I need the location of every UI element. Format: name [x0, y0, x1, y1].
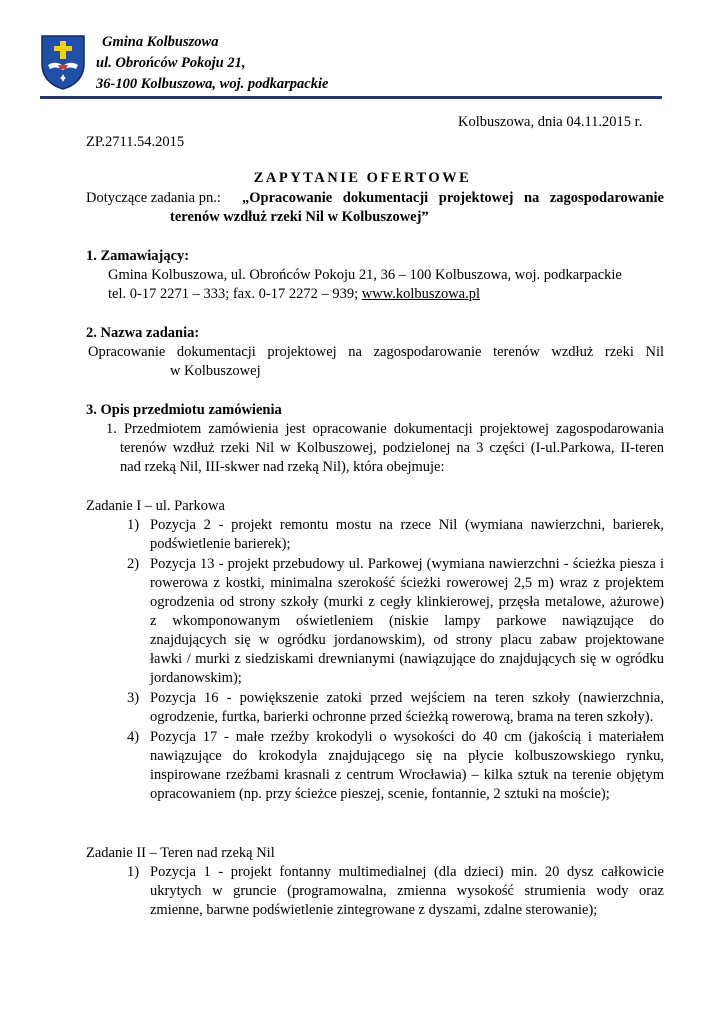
list-item-line: ławki / murki z siedziskami drewnianymi (nawiązujące do znajdujących się w ogródku	[150, 651, 664, 667]
list-item-line: z wkomponowanym oświetleniem (niskie lampy parkowe nawiązujące do	[150, 613, 664, 629]
list-item-line: rowerowa z kostki, minimalna szerokość ścieżki rowerowej 2,5 m) wraz z projektem	[150, 575, 664, 591]
list-item-line: znajdujących się w ogródku jordanowskim), od strony placu zabaw projektowane	[150, 632, 664, 648]
list-item-line: jordanowskim);	[150, 670, 242, 686]
section-3-line-2: terenów wzdłuż rzeki Nil w Kolbuszowej, podzielonej na 3 części (I-ul.Parkowa, II-teren	[120, 440, 664, 456]
letterhead-line-1: Gmina Kolbuszowa	[102, 34, 219, 50]
subject-line-2: terenów wzdłuż rzeki Nil w Kolbuszowej”	[170, 209, 429, 225]
list-item-line: Pozycja 1 - projekt fontanny multimedialnej (dla dzieci) min. 20 dysz całkowicie	[150, 864, 664, 880]
list-item-line: ogrodzenie, furtka, barierki ochronne przed ścieżką rowerową, brama na teren szkoły).	[150, 709, 654, 725]
section-1-heading: 1. Zamawiający:	[86, 248, 190, 264]
list-item-line: nawiązujące do krokodyla znajdującego się na płycie kolbuszowskiego rynku,	[150, 748, 664, 764]
coat-of-arms-icon	[40, 34, 86, 90]
list-item-line: podświetlenie barierek);	[150, 536, 291, 552]
zadanie-1-heading: Zadanie I – ul. Parkowa	[86, 498, 225, 514]
list-item-line: ogrodzenia od strony szkoły (murki z cegły klinkierowej, przęsła metalowe, ażurowe)	[150, 594, 664, 610]
letterhead-line-3: 36-100 Kolbuszowa, woj. podkarpackie	[96, 76, 329, 92]
zadanie-2-heading: Zadanie II – Teren nad rzeką Nil	[86, 845, 275, 861]
header-divider	[40, 96, 662, 99]
subject-prefix: Dotyczące zadania pn.:	[86, 190, 221, 206]
list-item-line: Pozycja 2 - projekt remontu mostu na rzece Nil (wymiana nawierzchni, barierek,	[150, 517, 664, 533]
list-item-line: zmienne, barwne podświetlenie zintegrowane z dyszami, zdalne sterowanie);	[150, 902, 598, 918]
list-item-line: opracowaniem (np. przy ścieżce pieszej, scenie, fontannie, 2 sztuki na moście);	[150, 786, 610, 802]
subject-line-1: „Opracowanie dokumentacji projektowej na zagospodarowanie	[242, 190, 664, 206]
section-2-line-1: Opracowanie dokumentacji projektowej na zagospodarowanie terenów wzdłuż rzeki Nil	[88, 344, 664, 360]
section-2-line-2: w Kolbuszowej	[170, 363, 261, 379]
list-number: 3)	[127, 690, 140, 706]
section-3-heading: 3. Opis przedmiotu zamówienia	[86, 402, 282, 418]
section-2-heading: 2. Nazwa zadania:	[86, 325, 200, 341]
list-number: 2)	[127, 556, 140, 572]
list-item-line: inspirowane rzeźbami krasnali z centrum Wrocławia) – kilka sztuk na terenie objętym	[150, 767, 664, 783]
list-item-line: Pozycja 16 - powiększenie zatoki przed wejściem na teren szkoły (nawierzchnia,	[150, 690, 664, 706]
list-number: 4)	[127, 729, 140, 745]
letterhead	[40, 32, 670, 102]
section-3-line-1: 1. Przedmiotem zamówienia jest opracowanie dokumentacji projektowej zagospodarowania	[106, 421, 664, 437]
website-link[interactable]: www.kolbuszowa.pl	[361, 286, 480, 302]
letterhead-line-2: ul. Obrońców Pokoju 21,	[96, 55, 246, 71]
list-item-line: ukrytych w gruncie (programowalna, zmienna wysokość strumienia wody oraz	[150, 883, 664, 899]
list-item-line: Pozycja 17 - małe rzeźby krokodyli o wysokości do 40 cm (jakością i materiałem	[150, 729, 664, 745]
reference-number: ZP.2711.54.2015	[86, 134, 185, 150]
contact-phone-fax: tel. 0-17 2271 – 333; fax. 0-17 2272 – 939;	[108, 286, 362, 302]
document-title: ZAPYTANIE OFERTOWE	[253, 170, 472, 186]
section-1-line-1: Gmina Kolbuszowa, ul. Obrońców Pokoju 21, 36 – 100 Kolbuszowa, woj. podkarpackie	[108, 267, 622, 283]
section-3-line-3: nad rzeką Nil, III-skwer nad rzeką Nil), która obejmuje:	[120, 459, 445, 475]
list-number: 1)	[127, 517, 140, 533]
list-number: 1)	[127, 864, 140, 880]
document-date: Kolbuszowa, dnia 04.11.2015 r.	[458, 114, 643, 130]
list-item-line: Pozycja 13 - projekt przebudowy ul. Parkowej (wymiana nawierzchni - ścieżka piesza i	[150, 556, 664, 572]
section-1-line-2	[108, 286, 480, 303]
